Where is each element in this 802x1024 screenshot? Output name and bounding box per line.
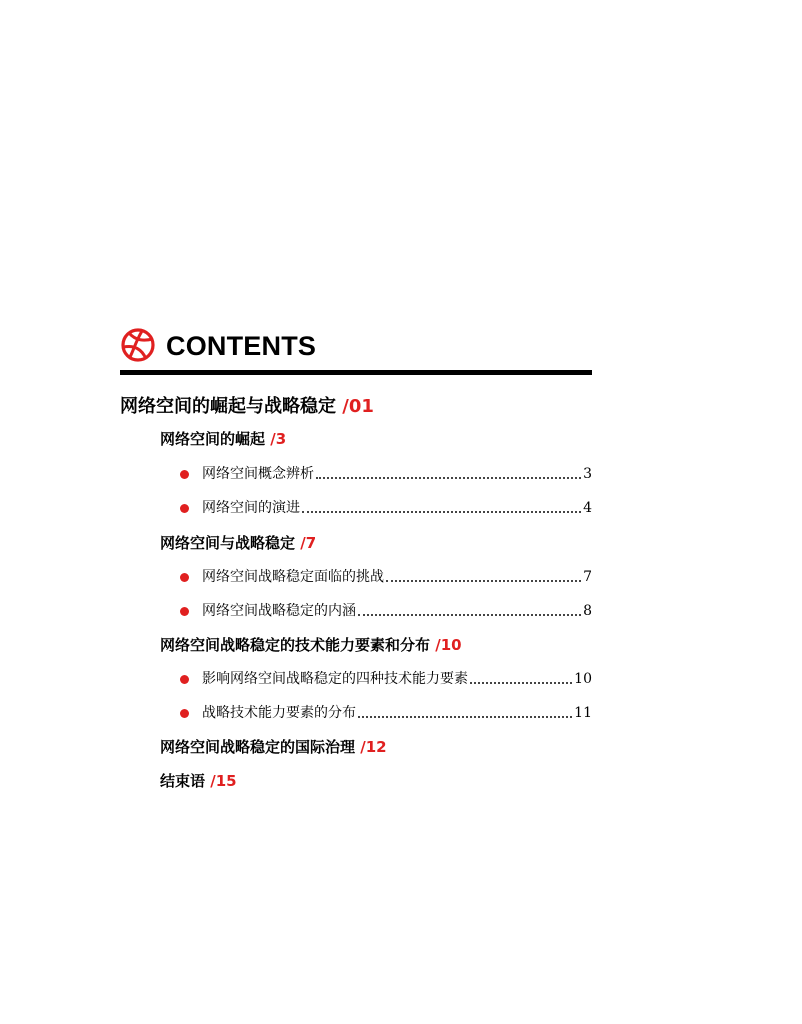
toc-entry[interactable]: [176, 566, 592, 588]
toc-entry[interactable]: [176, 702, 592, 724]
toc-entry[interactable]: [176, 497, 592, 519]
bullet-icon: [180, 470, 189, 479]
bullet-icon: [180, 675, 189, 684]
header-rule: [120, 370, 592, 375]
section-page: /12: [360, 738, 387, 756]
dot-leader: [386, 579, 581, 582]
entry-page: 10: [574, 671, 592, 687]
entry-label: 网络空间战略稳定的内涵: [202, 603, 356, 619]
section-heading[interactable]: [160, 634, 462, 656]
entry-label: 网络空间的演进: [202, 500, 300, 516]
entry-page: 8: [583, 603, 592, 619]
section-page: /3: [270, 430, 287, 448]
section-heading[interactable]: [160, 736, 387, 758]
section-page: /7: [300, 534, 317, 552]
bullet-icon: [180, 607, 189, 616]
section-page: /10: [435, 636, 462, 654]
dot-leader: [470, 681, 572, 684]
section-title: 网络空间战略稳定的国际治理: [160, 738, 356, 756]
entry-label: 战略技术能力要素的分布: [202, 705, 356, 721]
dot-leader: [358, 613, 581, 616]
chapter-title: 网络空间的崛起与战略稳定: [120, 396, 336, 417]
section-title: 网络空间战略稳定的技术能力要素和分布: [160, 636, 431, 654]
entry-label: 网络空间战略稳定面临的挑战: [202, 569, 384, 585]
section-title: 结束语: [160, 772, 206, 790]
section-heading[interactable]: [160, 532, 316, 554]
bullet-icon: [180, 504, 189, 513]
toc-entry[interactable]: [176, 600, 592, 622]
entry-page: 11: [574, 705, 592, 721]
section-heading[interactable]: [160, 770, 237, 792]
dot-leader: [316, 476, 581, 479]
bullet-icon: [180, 709, 189, 718]
chapter-page: /01: [342, 396, 374, 417]
bullet-icon: [180, 573, 189, 582]
section-heading[interactable]: [160, 428, 286, 450]
dot-leader: [302, 510, 581, 513]
toc-header: [120, 322, 592, 380]
section-title: 网络空间的崛起: [160, 430, 266, 448]
entry-page: 7: [583, 569, 592, 585]
contents-title: CONTENTS: [166, 331, 317, 361]
chapter-heading[interactable]: [120, 394, 374, 420]
section-title: 网络空间与战略稳定: [160, 534, 296, 552]
section-page: /15: [210, 772, 237, 790]
entry-label: 网络空间概念辨析: [202, 466, 314, 482]
toc-entry[interactable]: [176, 668, 592, 690]
entry-page: 3: [583, 466, 592, 482]
entry-label: 影响网络空间战略稳定的四种技术能力要素: [202, 671, 468, 687]
dot-leader: [358, 715, 572, 718]
entry-page: 4: [583, 500, 592, 516]
basketball-icon: [120, 327, 156, 363]
toc-entry[interactable]: [176, 463, 592, 485]
